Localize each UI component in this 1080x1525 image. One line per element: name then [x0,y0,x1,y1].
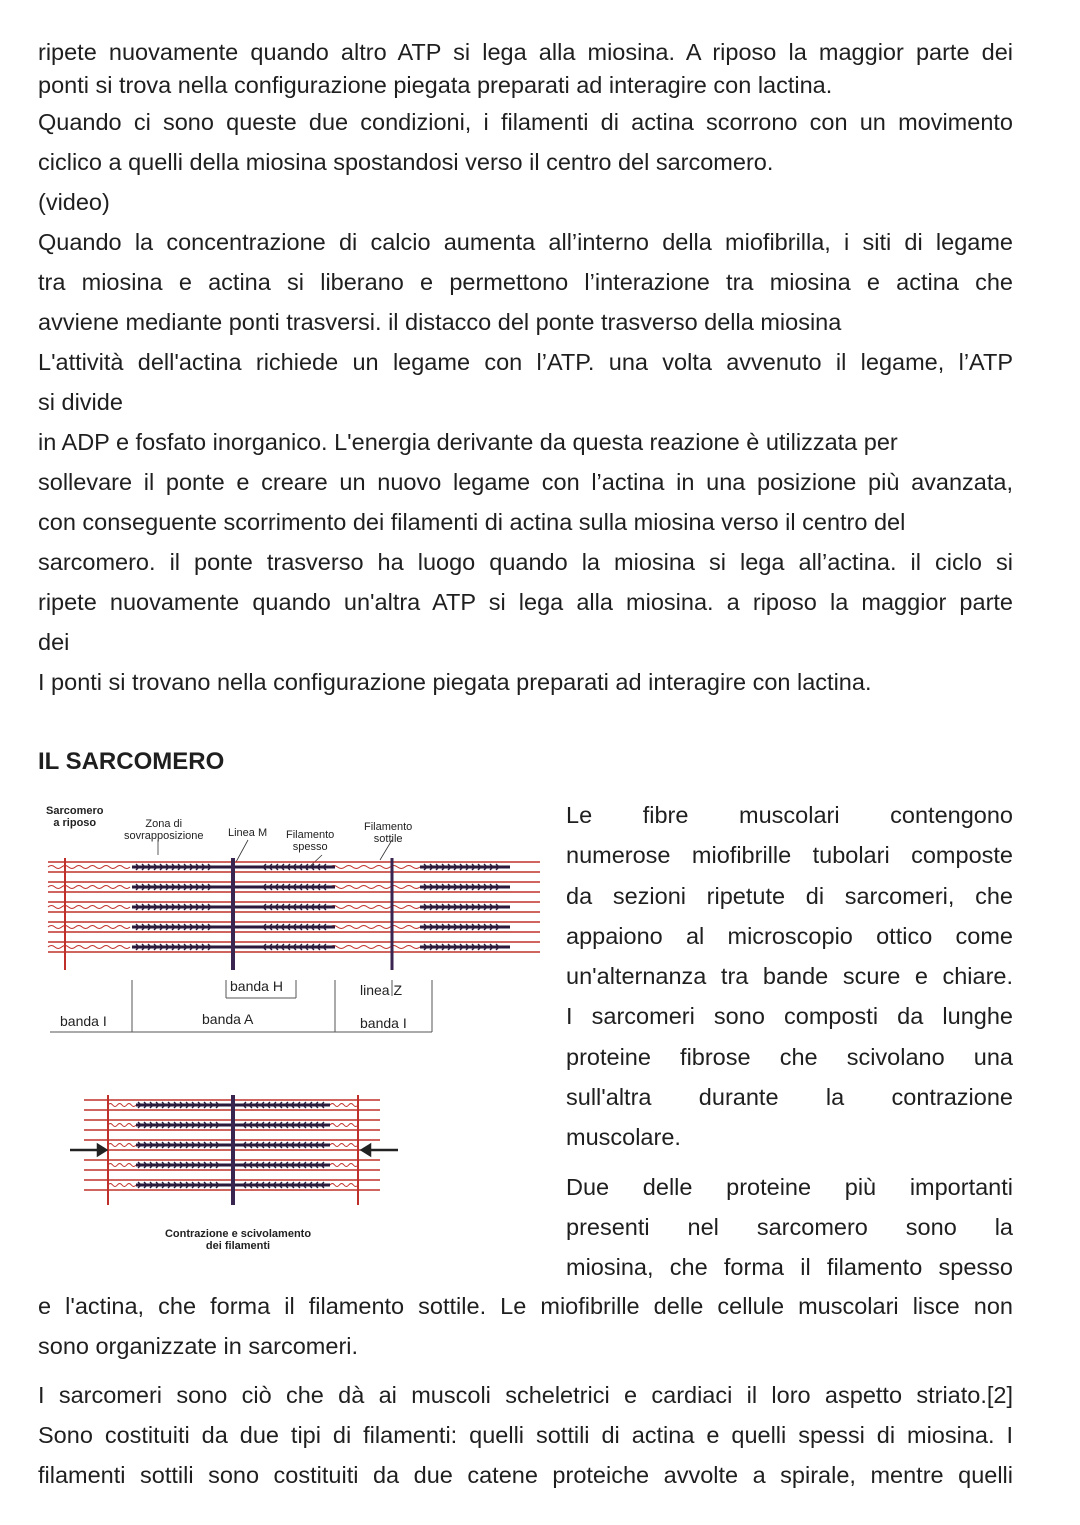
caption-line1: Contrazione e scivolamento [164,1228,312,1240]
text-line: ripete nuovamente quando altro ATP si lega alla miosina. A riposo la maggior parte dei [38,39,1013,65]
label-thin-line2: sottile [373,833,403,845]
label-i-band-right: banda I [360,1015,407,1031]
text-line: Quando ci sono queste due condizioni, i filamenti di actina scorrono con un movimento [38,109,1013,135]
text-line: sull'altra durante la contrazione [566,1084,1013,1111]
text-line: proteine fibrose che scivolano una [566,1043,1013,1070]
titin-spring [48,866,130,869]
titin-spring [48,886,130,889]
label-a-band: banda A [202,1011,254,1027]
text-line: sarcomero. il ponte trasverso ha luogo quando la miosina si lega all’actina. il ciclo si [38,549,1013,575]
text-line: filamenti sottili sono costituiti da due catene proteiche avvolte a spirale, mentre quelli [38,1462,1013,1488]
titin-spring [108,1124,136,1127]
label-thick-line1: Filamento [286,829,335,841]
text-line: in ADP e fosfato inorganico. L'energia derivante da questa reazione è utilizzata per [38,429,898,455]
label-overlap-line1: Zona di [145,818,183,830]
sarcomere-figure [40,800,545,1270]
titin-spring [330,866,420,869]
text-line: Quando la concentrazione di calcio aumenta all’interno della miofibrilla, i siti di legame [38,229,1013,255]
text-line: dei [38,629,70,655]
text-line: I sarcomeri sono composti da lunghe [566,1003,1013,1030]
titin-spring [330,946,420,949]
titin-spring [48,946,130,949]
side-paragraph-2 [566,1167,1013,1288]
titin-spring [108,1164,136,1167]
text-line: e l'actina, che forma il filamento sottile. Le miofibrille delle cellule muscolari lisce non [38,1293,1013,1319]
text-line: Due delle proteine più importanti [566,1173,1013,1200]
section-heading: IL SARCOMERO [38,748,225,775]
titin-spring [330,1164,358,1167]
titin-spring [330,1104,358,1107]
caption-contraction [158,1228,318,1252]
text-line: muscolare. [566,1124,681,1151]
bottom-paragraph-1 [38,1286,1013,1366]
label-i-band-left: banda I [60,1013,107,1029]
titin-spring [330,1184,358,1187]
label-m-line: Linea M [228,827,268,839]
label-rest-line1: Sarcomero [46,805,104,817]
titin-spring [330,886,420,889]
text-line: si divide [38,389,123,415]
titin-spring [330,926,420,929]
caption-line2: dei filamenti [205,1240,271,1252]
text-line: Sono costituiti da due tipi di filamenti: quelli sottili di actina e quelli spessi di miosina. I [38,1422,1013,1448]
text-line: appaiono al microscopio ottico come [566,922,1013,949]
text-line: (video) [38,189,110,215]
text-line: tra miosina e actina si liberano e permettono l’interazione tra miosina e actina che [38,269,1013,295]
text-line: ciclico a quelli della miosina spostandosi verso il centro del sarcomero. [38,149,774,175]
bottom-text [38,1286,1013,1495]
side-text [566,795,1013,1288]
text-line: miosina, che forma il filamento spesso [566,1254,1013,1281]
intro-paragraph-2 [38,102,1013,702]
intro-text [38,36,1013,702]
label-overlap-line2: sovrapposizione [124,830,204,842]
titin-spring [330,1124,358,1127]
intro-paragraph-1 [38,36,1013,102]
text-line: un'alternanza tra bande scure e chiare. [566,963,1013,990]
text-line: con conseguente scorrimento dei filamenti di actina sulla miosina verso il centro del [38,509,906,535]
text-line: presenti nel sarcomero sono la [566,1213,1013,1240]
titin-spring [330,1144,358,1147]
label-thick-line2: spesso [292,841,328,853]
titin-spring [330,906,420,909]
text-line: L'attività dell'actina richiede un legame con l’ATP. una volta avvenuto il legame, l’ATP [38,349,1013,375]
text-line: I ponti si trovano nella configurazione piegata preparati ad interagire con lactina. [38,669,872,695]
text-line: da sezioni ripetute di sarcomeri, che [566,882,1013,909]
titin-spring [48,926,130,929]
text-line: sollevare il ponte e creare un nuovo legame con l’actina in una posizione più avanzata, [38,469,1013,495]
text-line: sono organizzate in sarcomeri. [38,1333,359,1359]
titin-spring [48,906,130,909]
text-line: numerose miofibrille tubolari composte [566,842,1013,869]
text-line: ripete nuovamente quando un'altra ATP si lega alla miosina. a riposo la maggior parte [38,589,1013,615]
label-thin-line1: Filamento [364,821,413,833]
label-h-band: banda H [230,978,283,994]
text-line: avviene mediante ponti trasversi. il distacco del ponte trasverso della miosina [38,309,842,335]
label-rest-line2: a riposo [53,817,97,829]
side-paragraph-1 [566,795,1013,1158]
sarcomere-diagram [40,800,545,1270]
label-z-line: linea Z [360,982,403,998]
text-line: ponti si trova nella configurazione piegata preparati ad interagire con lactina. [38,72,833,98]
text-line: I sarcomeri sono ciò che dà ai muscoli scheletrici e cardiaci il loro aspetto striato.[2] [38,1382,1013,1408]
titin-spring [108,1184,136,1187]
text-line: Le fibre muscolari contengono [566,802,1013,828]
titin-spring [108,1144,136,1147]
titin-spring [108,1104,136,1107]
bottom-paragraph-2 [38,1375,1013,1495]
